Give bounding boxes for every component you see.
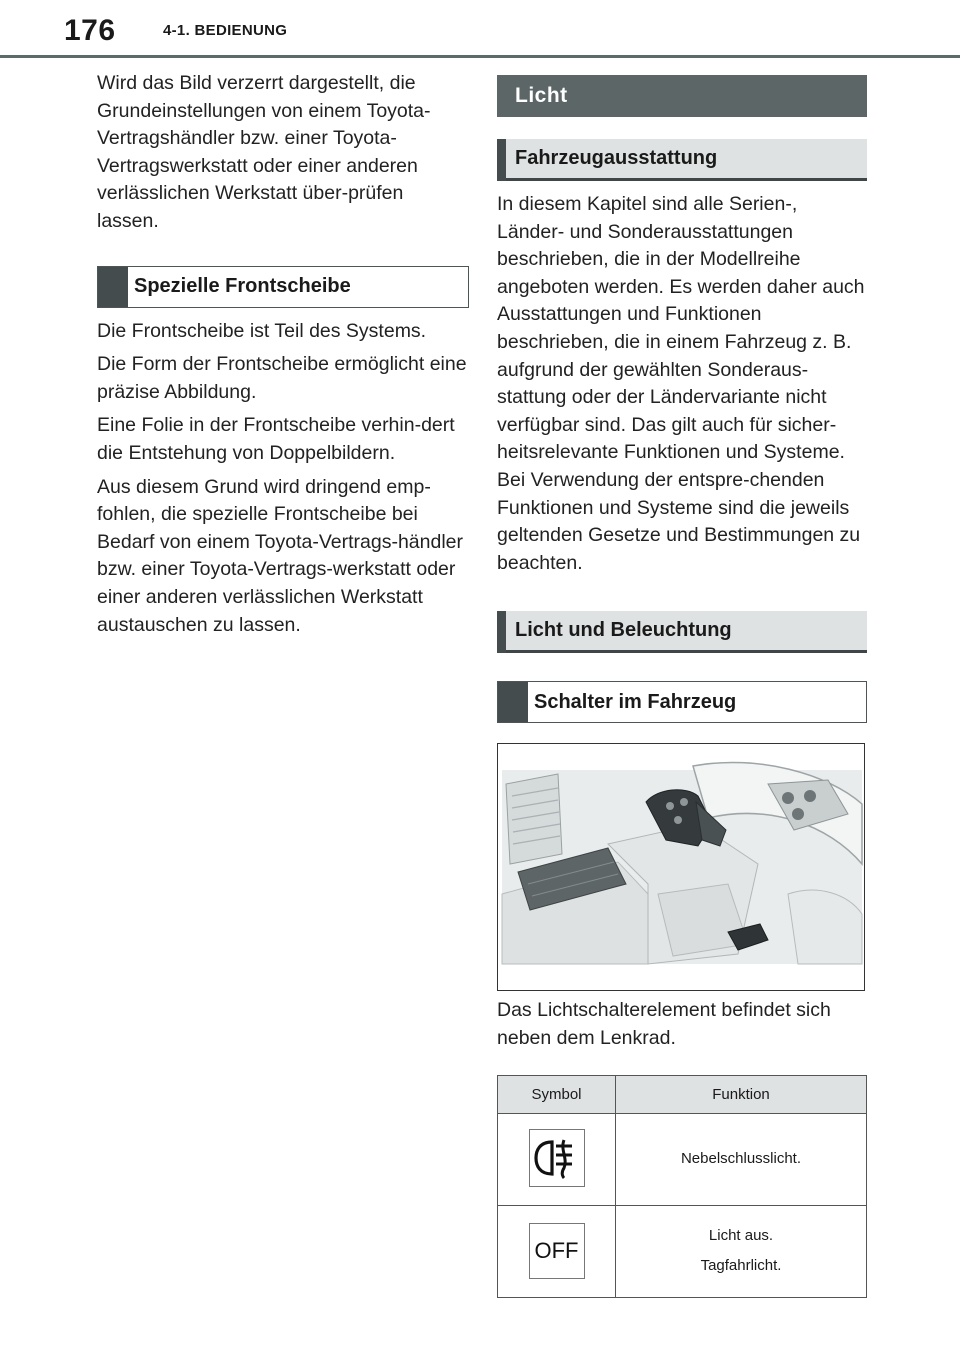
section-heading-beleuchtung [497,611,867,653]
section-heading-label: Schalter im Fahrzeug [534,690,737,713]
right-column [497,75,867,1298]
section-heading-label: Fahrzeugausstattung [515,147,718,169]
column-header-symbol: Symbol [498,1075,616,1113]
paragraph: Aus diesem Grund wird dringend emp-fohlen, die spezielle Frontscheibe bei Bedarf von einem Toyota-Vertrags-händler bzw. einer Toyota-Vertrags-werkstatt oder einer anderen verlässlichen Werkstatt austauschen zu lassen. [97,475,464,636]
section-heading-ausstattung [497,139,867,181]
header-divider [0,55,960,58]
figure-caption: Das Lichtschalterelement befindet sich neben dem Lenkrad. [497,999,831,1049]
intro-paragraph: Wird das Bild verzerrt dargestellt, die Grundeinstellungen von einem Toyota-Vertragshändler bzw. einer Toyota-Vertragswerkstatt oder einer anderen verlässlichen Werkstatt über-prüfen lassen. [97,72,431,232]
off-symbol: OFF [529,1223,585,1279]
heading-bar [497,611,506,653]
symbol-function-table [497,1075,867,1298]
column-header-function: Funktion [616,1075,867,1113]
paragraph: Die Frontscheibe ist Teil des Systems. [97,319,427,342]
equipment-paragraph: In diesem Kapitel sind alle Serien-, Länder- und Sonderausstattungen beschrieben, die in der Modellreihe angeboten werden. Es werden daher auch Ausstattungen und Funktionen beschrieben, die in einem Fahrzeug z. B. aufgrund der gewählten Sonderaus-stattung oder der Ländervariante nicht verfügbar sind. Das gilt auch für sicher-heitsrelevante Funktionen und Systeme. Bei Verwendung der entspre-chenden Funktionen und Systeme sind die jeweils geltenden Gesetze und Bestimmungen zu beachten. [497,193,865,574]
function-text: Licht aus. [708,1227,774,1244]
function-text: Nebelschlusslicht. [680,1150,802,1167]
heading-bar [98,267,128,307]
chapter-heading-licht: Licht [497,75,867,117]
rear-fog-light-icon [529,1129,585,1187]
chapter-title: 4-1. BEDIENUNG [163,22,288,39]
frontscheibe-body [97,318,469,640]
table-row [498,1205,867,1297]
function-text: Tagfahrlicht. [700,1257,782,1274]
dashboard-steering-column-drawing [498,744,865,991]
paragraph: Eine Folie in der Frontscheibe verhin-dert die Entstehung von Doppelbildern. [97,414,455,464]
section-heading-schalter [497,681,867,723]
section-heading-label: Licht und Beleuchtung [515,619,732,642]
page-number: 176 [64,14,116,47]
symbol-cell [498,1113,616,1205]
function-cell [616,1205,867,1297]
left-column [97,70,469,639]
function-cell [616,1113,867,1205]
symbol-cell [498,1205,616,1297]
light-switch-illustration [497,743,865,991]
heading-bar [498,682,528,722]
section-heading-label: Spezielle Frontscheibe [134,275,351,298]
section-heading-frontscheibe [97,266,469,308]
table-row [498,1113,867,1205]
paragraph: Die Form der Frontscheibe ermöglicht eine präzise Abbildung. [97,353,467,403]
table-header-row [498,1075,867,1113]
heading-bar [497,139,506,181]
